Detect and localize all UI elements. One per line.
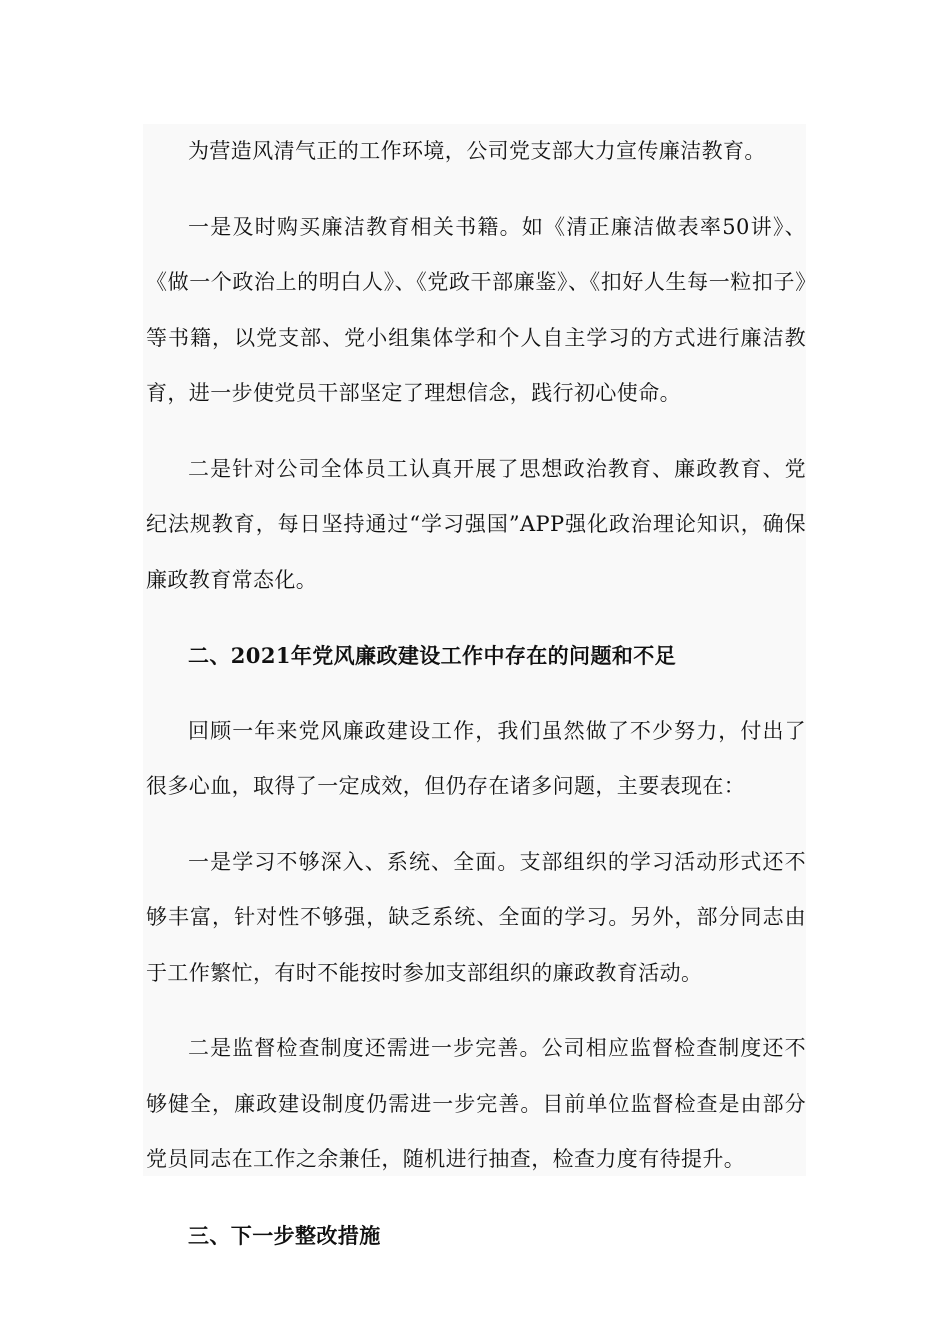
paragraph-review: 回顾一年来党风廉政建设工作，我们虽然做了不少努力，付出了很多心血，取得了一定成效，但仍存在诸多问题，主要表现在： xyxy=(146,718,806,798)
paragraph-study-issue: 一是学习不够深入、系统、全面。支部组织的学习活动形式还不够丰富，针对性不够强，缺乏系统、全面的学习。另外，部分同志由于工作繁忙，有时不能按时参加支部组织的廉政教育活动。 xyxy=(146,849,806,985)
section-heading-measures: 三、下一步整改措施 xyxy=(188,1222,381,1248)
paragraph-supervision-issue: 二是监督检查制度还需进一步完善。公司相应监督检查制度还不够健全，廉政建设制度仍需进一步完善。目前单位监督检查是由部分党员同志在工作之余兼任，随机进行抽查，检查力度有待提升。 xyxy=(146,1036,806,1171)
paragraph-education: 二是针对公司全体员工认真开展了思想政治教育、廉政教育、党纪法规教育，每日坚持通过“学习强国”APP强化政治理论知识，确保廉政教育常态化。 xyxy=(146,456,806,592)
paragraph-intro: 为营造风清气正的工作环境，公司党支部大力宣传廉洁教育。 xyxy=(188,139,766,163)
document-body xyxy=(146,124,806,1263)
section-heading-problems: 二、2021年党风廉政建设工作中存在的问题和不足 xyxy=(188,643,677,668)
paragraph-books: 一是及时购买廉洁教育相关书籍。如《清正廉洁做表率50讲》、《做一个政治上的明白人》、《党政干部廉鉴》、《扣好人生每一粒扣子》等书籍，以党支部、党小组集体学和个人自主学习的方式进行廉洁教育，进一步使党员干部坚定了理想信念，践行初心使命。 xyxy=(146,214,806,405)
